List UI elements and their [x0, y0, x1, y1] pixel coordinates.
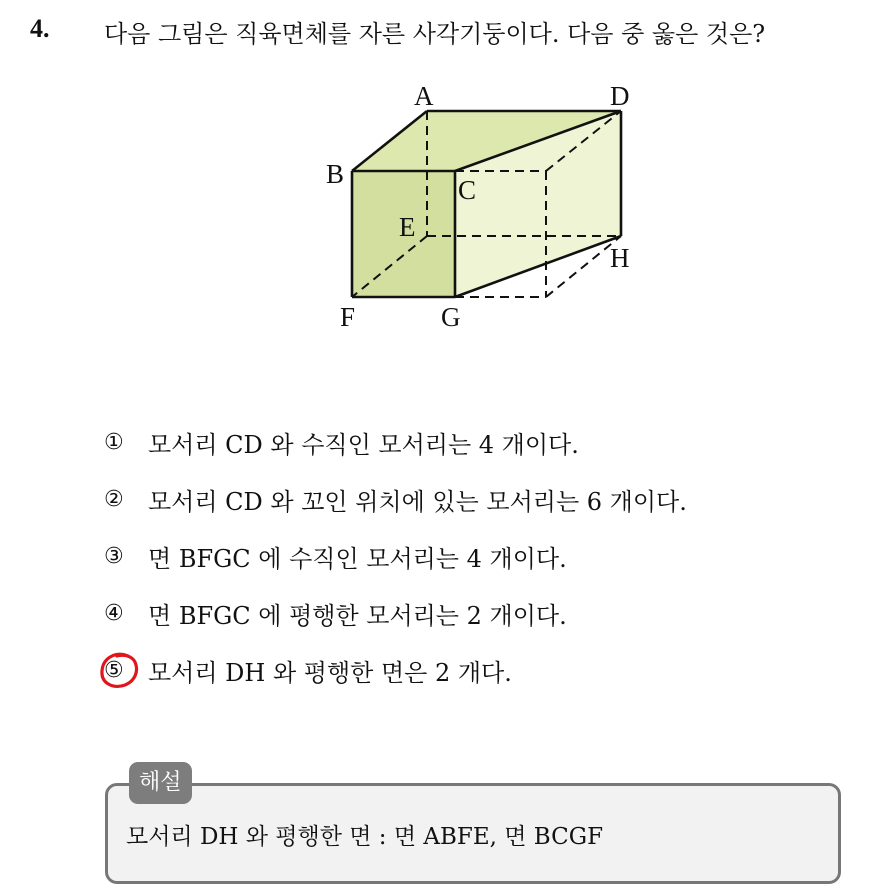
vertex-label-c: C — [458, 175, 477, 205]
option-text: 면 BFGC 에 수직인 모서리는 4 개이다. — [148, 545, 567, 573]
option-1[interactable] — [104, 414, 687, 471]
option-number: ① — [104, 430, 124, 455]
vertex-label-a: A — [414, 81, 434, 111]
option-number: ⑤ — [104, 658, 124, 683]
vertex-label-e: E — [399, 212, 416, 242]
option-3[interactable] — [104, 528, 687, 585]
vertex-label-b: B — [326, 159, 345, 189]
vertex-label-f: F — [340, 302, 356, 332]
option-text: 모서리 CD 와 수직인 모서리는 4 개이다. — [148, 431, 579, 459]
option-text: 면 BFGC 에 평행한 모서리는 2 개이다. — [148, 602, 567, 630]
solution-tag: 해설 — [129, 762, 192, 804]
prism-figure — [0, 0, 884, 360]
option-number: ④ — [104, 601, 124, 626]
question-number: 4. — [30, 14, 50, 43]
question-text: 다음 그림은 직육면체를 자른 사각기둥이다. 다음 중 옳은 것은? — [104, 20, 766, 48]
vertex-label-g: G — [441, 302, 461, 332]
option-text: 모서리 DH 와 평행한 면은 2 개다. — [148, 659, 512, 687]
solution-text: 모서리 DH 와 평행한 면 : 면 ABFE, 면 BCGF — [126, 824, 604, 850]
option-5[interactable] — [104, 642, 687, 699]
option-number: ③ — [104, 544, 124, 569]
option-2[interactable] — [104, 471, 687, 528]
option-text: 모서리 CD 와 꼬인 위치에 있는 모서리는 6 개이다. — [148, 488, 687, 516]
answer-mark-circle-icon — [98, 651, 142, 691]
vertex-label-h: H — [610, 243, 630, 273]
vertex-label-d: D — [610, 81, 630, 111]
option-4[interactable] — [104, 585, 687, 642]
answer-options — [104, 414, 687, 699]
option-number: ② — [104, 487, 124, 512]
